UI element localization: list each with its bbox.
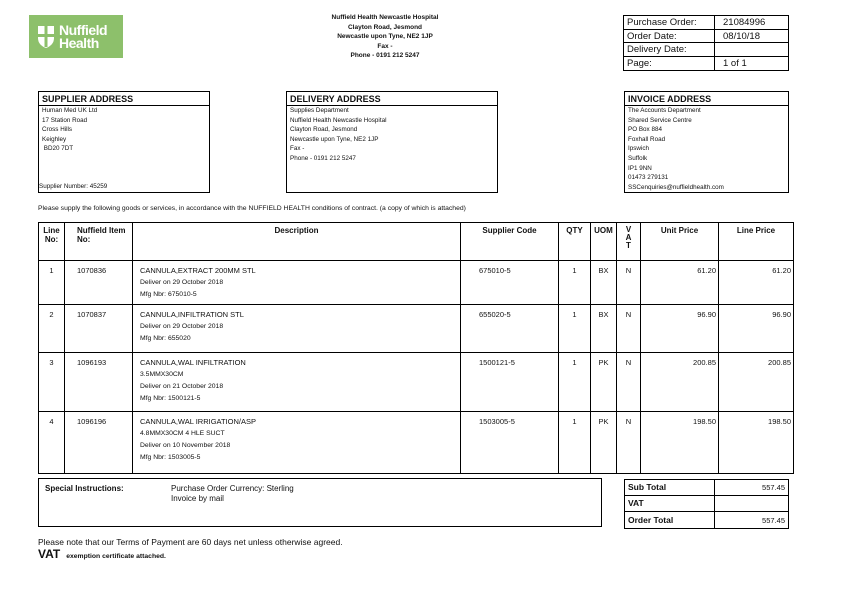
supplier-title: SUPPLIER ADDRESS	[39, 92, 209, 106]
item-number-text: 1070837	[77, 310, 107, 319]
address-line: Ipswich	[628, 145, 649, 153]
line-price-text: 200.85	[768, 358, 791, 367]
description-detail: 4.8MMX30CM 4 HLE SUCT	[140, 430, 225, 437]
address-line: BD20 7DT	[42, 145, 74, 153]
quantity	[559, 353, 591, 412]
description-text: CANNULA,WAL INFILTRATION	[140, 358, 246, 367]
description-text: CANNULA,INFILTRATION STL	[140, 310, 244, 319]
delivery-title: DELIVERY ADDRESS	[287, 92, 497, 106]
supplier-code	[461, 412, 559, 474]
description-detail: Mfg Nbr: 1503005-5	[140, 454, 201, 461]
unit-price-text: 96.90	[697, 310, 716, 319]
vat-flag-text: N	[625, 310, 632, 319]
delivery-date	[715, 43, 788, 56]
address-line: Foxhall Road	[628, 135, 666, 143]
unit-price-text: 61.20	[697, 266, 716, 275]
supply-notice: Please supply the following goods or services, in accordance with the NUFFIELD HEALTH conditions of contract. (a copy of which is attached)	[38, 205, 466, 212]
quantity-text: 1	[572, 310, 577, 319]
supplier-number: Supplier Number: 45259	[39, 183, 108, 190]
supplier-code	[461, 353, 559, 412]
hospital-line: Nuffield Health Newcastle Hospital	[331, 14, 439, 21]
order-date-label: Order Date:	[624, 30, 715, 43]
vat-flag	[617, 261, 641, 305]
supplier-code-text: 655020-5	[479, 310, 511, 319]
quantity-text: 1	[572, 417, 577, 426]
unit-price-text: 200.85	[693, 358, 716, 367]
uom-text: PK	[598, 417, 609, 426]
supplier-address-box	[38, 91, 210, 193]
address-line: Nuffield Health Newcastle Hospital	[290, 116, 387, 124]
header-description: Description	[133, 223, 461, 261]
address-line: Shared Service Centre	[628, 116, 692, 124]
hospital-header	[285, 13, 485, 61]
email-address: SSCenquiries@nuffieldhealth.com	[628, 183, 724, 191]
delivery-address-box	[286, 91, 498, 193]
special-instructions-label: Special Instructions:	[45, 484, 124, 493]
address-line: 01473 279131	[628, 174, 669, 182]
description-text: CANNULA,EXTRACT 200MM STL	[140, 266, 256, 275]
table-row	[39, 353, 794, 412]
uom-text: PK	[598, 358, 609, 367]
vat-small: exemption certificate attached.	[66, 553, 166, 560]
line-number-text: 3	[49, 358, 54, 367]
vat-value	[715, 496, 788, 512]
line-price-text: 61.20	[772, 266, 791, 275]
uom	[591, 412, 617, 474]
hospital-line: Clayton Road, Jesmond	[347, 23, 423, 31]
order-total-value: 557.45	[762, 516, 785, 525]
header-vat: V A T	[617, 223, 641, 261]
description	[133, 353, 461, 412]
subtotal-label: Sub Total	[625, 480, 715, 495]
vat-flag	[617, 305, 641, 353]
item-number-text: 1096196	[77, 417, 107, 426]
po-label: Purchase Order:	[624, 16, 715, 29]
item-number-text: 1096193	[77, 358, 107, 367]
order-info-box	[623, 15, 789, 71]
address-line: IP1 9NN	[628, 164, 652, 172]
po-number: 21084996	[723, 17, 766, 28]
order-total-label: Order Total	[625, 512, 715, 528]
line-price-text: 96.90	[772, 310, 791, 319]
hospital-line: Newcastle upon Tyne, NE2 1JP	[337, 33, 433, 41]
description-detail: 3.5MMX30CM	[140, 371, 184, 378]
address-line: 17 Station Road	[42, 116, 88, 124]
unit-price	[641, 353, 719, 412]
quantity	[559, 261, 591, 305]
description-detail: Deliver on 29 October 2018	[140, 323, 224, 330]
header-line-price: Line Price	[719, 223, 794, 261]
vat-exemption-note	[38, 547, 166, 561]
line-price-text: 198.50	[768, 417, 791, 426]
line-number	[39, 305, 65, 353]
uom	[591, 353, 617, 412]
table-row	[39, 305, 794, 353]
line-number-text: 4	[49, 417, 54, 426]
line-number	[39, 412, 65, 474]
vat-flag	[617, 353, 641, 412]
line-price	[719, 412, 794, 474]
logo-line1: Nuffield	[59, 21, 108, 38]
hospital-line: Fax -	[377, 42, 393, 50]
uom-text: BX	[598, 310, 609, 319]
item-number	[65, 261, 133, 305]
unit-price	[641, 261, 719, 305]
logo-line2: Health	[59, 34, 99, 51]
subtotal-value: 557.45	[762, 483, 785, 492]
vat-flag-text: N	[625, 266, 632, 275]
description-detail: Deliver on 29 October 2018	[140, 279, 224, 286]
header-unit-price: Unit Price	[641, 223, 719, 261]
line-number-text: 2	[49, 310, 54, 319]
vat-flag-text: N	[625, 358, 632, 367]
quantity-text: 1	[572, 358, 577, 367]
quantity	[559, 305, 591, 353]
supplier-code-text: 1500121-5	[479, 358, 515, 367]
hospital-line: Phone - 0191 212 5247	[350, 52, 420, 60]
header-line-no: Line No:	[39, 223, 65, 261]
uom	[591, 305, 617, 353]
uom	[591, 261, 617, 305]
address-line: Supplies Department	[290, 107, 349, 114]
item-number	[65, 412, 133, 474]
description-detail: Mfg Nbr: 655020	[140, 335, 191, 342]
address-line: The Accounts Department	[628, 107, 701, 114]
supplier-code-text: 675010-5	[479, 266, 511, 275]
invoice-address-box	[624, 91, 789, 193]
description-detail: Deliver on 21 October 2018	[140, 383, 224, 390]
address-line: Phone - 0191 212 5247	[290, 154, 356, 162]
description-detail: Mfg Nbr: 1500121-5	[140, 395, 201, 402]
quantity-text: 1	[572, 266, 577, 275]
unit-price-text: 198.50	[693, 417, 716, 426]
vat-flag	[617, 412, 641, 474]
line-price	[719, 353, 794, 412]
nuffield-health-logo	[29, 15, 123, 58]
address-line: Keighley	[42, 135, 67, 143]
vat-label: VAT	[625, 496, 715, 512]
line-number-text: 1	[49, 266, 54, 275]
address-line: Cross Hills	[42, 126, 73, 134]
shield-cross-icon	[37, 25, 55, 49]
table-row	[39, 261, 794, 305]
quantity	[559, 412, 591, 474]
item-number	[65, 305, 133, 353]
payment-terms: Please note that our Terms of Payment are 60 days net unless otherwise agreed.	[38, 537, 343, 547]
line-price	[719, 305, 794, 353]
line-items-table	[38, 222, 794, 474]
page-number: 1 of 1	[723, 57, 747, 69]
vat-flag-text: N	[625, 417, 632, 426]
description-detail: Deliver on 10 November 2018	[140, 442, 231, 449]
description	[133, 305, 461, 353]
page-label: Page:	[624, 57, 715, 71]
unit-price	[641, 412, 719, 474]
table-row	[39, 412, 794, 474]
address-line: Suffolk	[628, 154, 648, 162]
line-number	[39, 353, 65, 412]
line-price	[719, 261, 794, 305]
unit-price	[641, 305, 719, 353]
special-instruction-line: Invoice by mail	[171, 493, 224, 503]
address-line: Fax -	[290, 145, 305, 153]
header-qty: QTY	[559, 223, 591, 261]
supplier-code	[461, 305, 559, 353]
delivery-date-label: Delivery Date:	[624, 43, 715, 56]
uom-text: BX	[598, 266, 609, 275]
description	[133, 261, 461, 305]
address-line: Clayton Road, Jesmond	[290, 126, 358, 134]
special-instruction-line: Purchase Order Currency: Sterling	[171, 484, 294, 493]
invoice-title: INVOICE ADDRESS	[625, 92, 788, 106]
header-uom: UOM	[591, 223, 617, 261]
vat-big: VAT	[38, 547, 61, 561]
item-number-text: 1070836	[77, 266, 107, 275]
header-supplier-code: Supplier Code	[461, 223, 559, 261]
special-instructions-box	[38, 478, 602, 527]
address-line: Human Med UK Ltd	[42, 107, 98, 114]
description-detail: Mfg Nbr: 675010-5	[140, 291, 197, 298]
supplier-code-text: 1503005-5	[479, 417, 515, 426]
order-date: 08/10/18	[723, 30, 760, 42]
supplier-code	[461, 261, 559, 305]
totals-box	[624, 479, 789, 529]
line-number	[39, 261, 65, 305]
description-text: CANNULA,WAL IRRIGATION/ASP	[140, 417, 256, 426]
item-number	[65, 353, 133, 412]
description	[133, 412, 461, 474]
header-item-no: Nuffield Item No:	[65, 223, 133, 261]
address-line: Newcastle upon Tyne, NE2 1JP	[290, 135, 379, 143]
address-line: PO Box 884	[628, 126, 662, 134]
